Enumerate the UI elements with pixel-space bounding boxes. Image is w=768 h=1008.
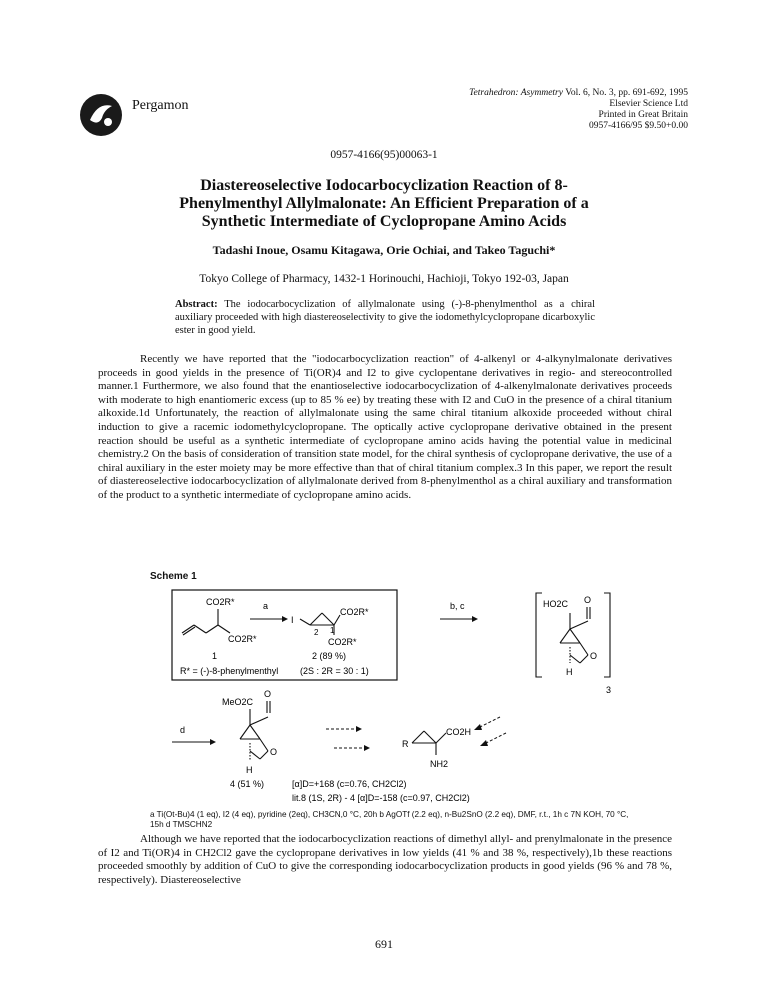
diastereomer-ratio: (2S : 2R = 30 : 1) (300, 666, 369, 676)
authors: Tadashi Inoue, Osamu Kitagawa, Orie Ochiai, and Takeo Taguchi* (212, 243, 556, 257)
scheme-label: Scheme 1 (150, 571, 197, 582)
compound-3-structure (560, 607, 590, 663)
scheme-conditions: a Ti(Ot-Bu)4 (1 eq), I2 (4 eq), pyridine (2eq), CH3CN,0 °C, 20h b AgOTf (2.2 eq), n-Bu2SnO (2.2 eq), DMF, r.t., 1h c 7N KOH, 70 °C, 15h d TMSCHN2 (150, 810, 629, 829)
cmpd1-co2r-bottom: CO2R* (228, 634, 257, 644)
volume-info: Vol. 6, No. 3, pp. 691-692, 1995 (565, 88, 688, 98)
journal-name: Tetrahedron: Asymmetry (469, 88, 563, 98)
paragraph-1-text: Recently we have reported that the "iodocarbocyclization reaction" of 4-alkenyl or 4-alkynylmalonate derivatives proceeds in good yields in the presence of Ti(OR)4 and I2 to give cyclopentane derivatives in regio- and stereocontrolled manner.1 Furthermore, we also found that the enantioselective iodocarbocyclization of 4-alkenylmalonate derivatives proceeds with moderate to high enantiomeric excess (up to 85 % ee) by treating these with I2 and CuO in the presence of a chiral titanium alkoxide.1d Unfortunately, the reaction of allylmalonate using the same chiral titanium alkoxide proceeded without chiral induction to give a racemic iodomethylcyclopropane. The optically active cyclopropane derivative obtained in the present reaction should be useful as a synthetic intermediate of cyclopropane amino acids having the potential value in medicinal chemistry.2 On the basis of consideration of transition state model, for the chiral synthesis of cyclopropane derivative, the use of a chiral auxiliary in the ester moiety may be more effective than that of chiral titanium complex.3 In this paper, we report the result of diastereoselective iodocarbocyclization of allylmalonate derived from 8-phenylmenthol as a chiral auxiliary and transformation of the product to a synthetic intermediate of cyclopropane amino acids. (98, 353, 672, 501)
cmpd2-co2r-bottom: CO2R* (328, 637, 357, 647)
title-line-1: Diastereoselective Iodocarbocyclization Reaction of 8- (200, 177, 568, 194)
issn-price: 0957-4166/95 $9.50+0.00 (588, 121, 688, 131)
cmpd3-number: 3 (606, 685, 612, 695)
affiliation: Tokyo College of Pharmacy, 1432-1 Horinouchi, Hachioji, Tokyo 192-03, Japan (199, 273, 569, 285)
step-d-label: d (180, 725, 186, 735)
auxiliary-def: R* = (-)-8-phenylmenthyl (180, 666, 279, 676)
cmpd4-rotation: [α]D=+168 (c=0.76, CH2Cl2) (292, 779, 407, 789)
cmpd1-co2r-top: CO2R* (206, 597, 235, 607)
cmpd1-number: 1 (212, 651, 218, 661)
cmpd4-h: H (246, 765, 253, 775)
amino-co2h: CO2H (446, 727, 472, 737)
printed-in: Printed in Great Britain (598, 110, 688, 120)
copyright: Elsevier Science Ltd (609, 99, 688, 109)
publisher-name: Pergamon (132, 98, 189, 113)
cmpd3-o-carbonyl: O (584, 595, 592, 605)
cmpd4-yield: 4 (51 %) (230, 779, 265, 789)
scheme-1-diagram (150, 585, 620, 805)
compound-1-structure (182, 609, 230, 635)
page-number: 691 (375, 937, 393, 951)
dashed-arrow-3 (480, 717, 500, 727)
title-line-3: Synthetic Intermediate of Cyclopropane Amino Acids (201, 213, 567, 230)
title-line-2: Phenylmenthyl Allylmalonate: An Efficient Preparation of a (179, 195, 589, 212)
step-a-label: a (263, 601, 269, 611)
cmpd4-lit-rotation: lit.8 (1S, 2R) - 4 [α]D=-158 (c=0.97, CH2Cl2) (292, 793, 470, 803)
journal-info (469, 88, 688, 132)
abstract (175, 298, 595, 337)
cmpd2-iodo: I (291, 615, 294, 625)
amino-r: R (402, 739, 409, 749)
compound-4-structure (240, 701, 270, 761)
pergamon-logo-icon (78, 92, 124, 138)
cmpd2-yield: 2 (89 %) (312, 651, 347, 661)
amino-nh2: NH2 (430, 759, 449, 769)
paragraph-2-text: Although we have reported that the iodocarbocyclization reactions of dimethyl allyl- and prenylmalonate in the presence of I2 and Ti(OR)4 in CH2Cl2 gave the cyclopropane derivatives in low yields (41 % and 38 %, respectively),1b these reactions proceeded smoothly by addition of CuO to give the corresponding iodocarbocyclization products in good yields (96 % and 78 %, respectively). Diastereoselective (98, 833, 672, 886)
cmpd3-o-ring: O (590, 651, 598, 661)
abstract-label: Abstract: (175, 299, 218, 310)
cmpd4-o-carbonyl: O (264, 689, 272, 699)
cmpd3-hoc: HO2C (543, 599, 569, 609)
cmpd2-pos1: 1 (330, 626, 335, 635)
abstract-text: The iodocarbocyclization of allylmalonate using (-)-8-phenylmenthol as a chiral auxiliary proceeded with high diastereoselectivity to give the iodomethylcyclopropane dicarboxylic ester in good yield. (175, 299, 596, 336)
step-bc-label: b, c (450, 601, 465, 611)
cmpd4-o-ring: O (270, 747, 278, 757)
dashed-arrow-4 (486, 733, 506, 743)
cmpd3-h: H (566, 667, 573, 677)
article-doi: 0957-4166(95)00063-1 (330, 149, 438, 161)
cmpd2-pos2: 2 (314, 628, 319, 637)
cmpd2-co2r-right: CO2R* (340, 607, 369, 617)
cmpd4-meoc: MeO2C (222, 697, 254, 707)
body-paragraph-1 (98, 353, 672, 503)
body-paragraph-2 (98, 833, 672, 887)
article-title (90, 177, 678, 231)
amino-acid-structure (412, 731, 446, 755)
